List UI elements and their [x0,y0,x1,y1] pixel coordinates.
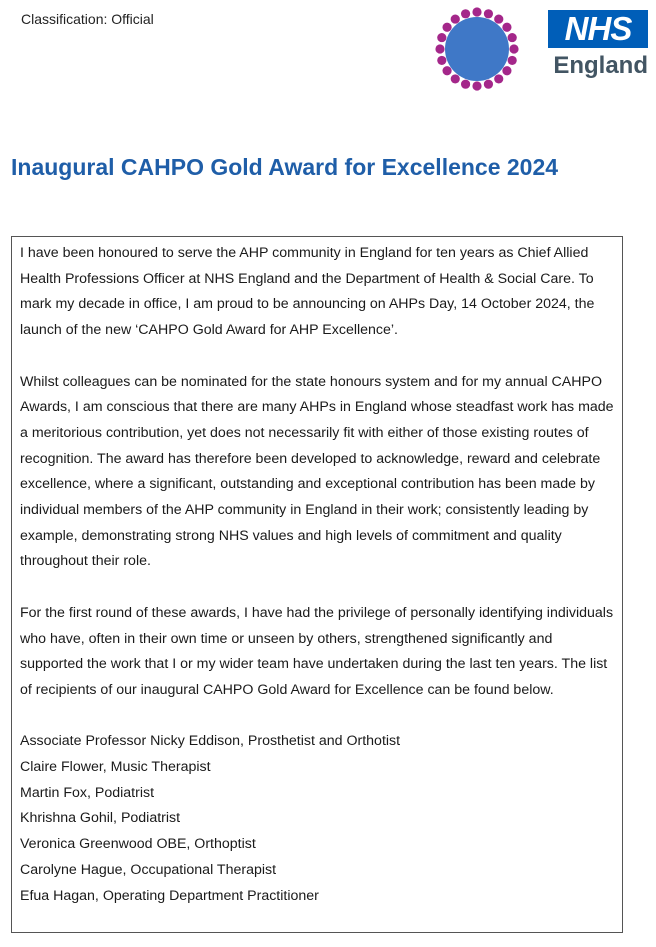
wreath-dot [451,74,460,83]
page-title: Inaugural CAHPO Gold Award for Excellence 2024 [11,154,559,180]
wreath-dot [494,14,503,23]
nhs-logo: NHS [548,10,648,48]
cahpo-wreath-logo [434,6,520,92]
wreath-dot [442,66,451,75]
recipient-item: Veronica Greenwood OBE, Orthoptist [20,836,256,853]
wreath-dot [461,80,470,89]
wreath-dot [435,44,444,53]
wreath-dot [437,56,446,65]
wreath-dot [451,14,460,23]
nhs-region-label: England [553,52,648,79]
wreath-dot [442,23,451,32]
wreath-dot [437,33,446,42]
wreath-dot [508,56,517,65]
wreath-dot [484,80,493,89]
wreath-dot [484,9,493,18]
wreath-dot [472,7,481,16]
recipient-item: Efua Hagan, Operating Department Practitioner [20,887,319,904]
paragraph-intro: I have been honoured to serve the AHP community in England for ten years as Chief Allied Health Professions Officer at NHS England and the Department of Health & Social Care. To mark my decade in office, I am proud to be announcing on AHPs Day, 14 October 2024, the launch of the new ‘CAHPO Gold Award for AHP Excellence’. [20,245,595,339]
recipient-item: Martin Fox, Podiatrist [20,784,155,801]
paragraph-purpose: Whilst colleagues can be nominated for the state honours system and for my annual CAHPO Awards, I am conscious that there are many AHPs in England whose steadfast work has made a meritorious contribution, yet does not necessarily fit with either of those existing routes of recognition. The award has therefore been developed to acknowledge, reward and celebrate excellence, where a significant, outstanding and exceptional contribution has been made by individual members of the AHP community in England in their work; consistently leading by example, demonstrating strong NHS values and high levels of commitment and quality throughout their role. [20,373,614,570]
document-body [11,236,623,933]
wreath-center [445,17,509,81]
wreath-dot [509,44,518,53]
recipient-item: Claire Flower, Music Therapist [20,759,211,776]
recipient-item: Carolyne Hague, Occupational Therapist [20,861,277,878]
classification-label: Classification: Official [21,11,154,27]
wreath-dot [502,23,511,32]
wreath-dot [472,81,481,90]
wreath-dot [494,74,503,83]
recipient-item: Associate Professor Nicky Eddison, Prosthetist and Orthotist [20,733,401,750]
wreath-dot [461,9,470,18]
recipient-item: Khrishna Gohil, Podiatrist [20,810,181,827]
paragraph-recipients-intro: For the first round of these awards, I have had the privilege of personally identifying individuals who have, often in their own time or unseen by others, strengthened significantly and supported the work that I or my wider team have undertaken during the last ten years. The list of recipients of our inaugural CAHPO Gold Award for Excellence can be found below. [20,604,614,698]
recipient-list [20,729,614,909]
wreath-dot [502,66,511,75]
wreath-dot [508,33,517,42]
